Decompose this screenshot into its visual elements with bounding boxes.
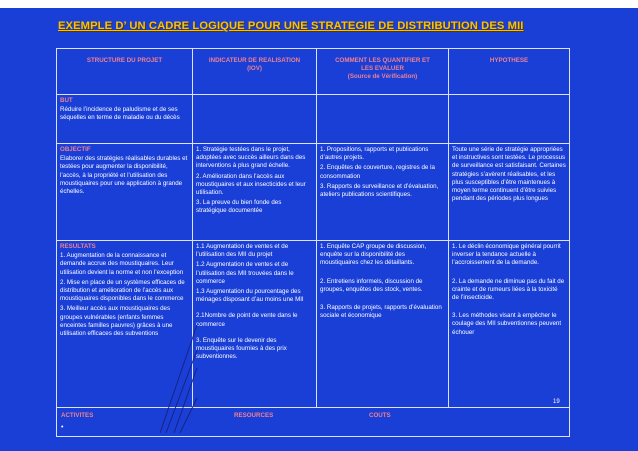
objectif-cell — [57, 144, 193, 241]
resultats-cell — [57, 241, 193, 408]
header-verification-source: (Source de Vérification) — [347, 73, 418, 81]
resultats-item: 3. Meilleur accès aux moustiquaires des groupes vulnérables (enfants femmes enceintes familles pauvres) grâces à une utilisation efficaces des subventions — [60, 305, 173, 338]
slide-title: EXEMPLE D’ UN CADRE LOGIQUE POUR UNE STRATEGIE DE DISTRIBUTION DES MII — [58, 20, 524, 32]
header-indicator-label: INDICATEUR DE REALISATION (IOV) — [208, 57, 301, 73]
but-iov-cell — [193, 95, 317, 144]
ressources-label: RESOURCES — [234, 412, 274, 419]
header-indicator — [193, 49, 317, 95]
resultats-item: 2. Mise en place de un systèmes efficaces de distribution et amélioration de l’accès aux moustiquaires disponibles dans le commerce — [60, 278, 185, 303]
but-cell — [57, 95, 193, 144]
objectif-iov-item: 1. Stratégie testées dans le projet, adoptées avec succès ailleurs dans des interventions à plus grand échelle. — [196, 146, 306, 170]
objectif-verif-cell — [317, 144, 449, 241]
header-structure-label: STRUCTURE DU PROJET — [86, 57, 163, 64]
objectif-text: Elaborer des stratégies réalisables durables et testées pour augmenter la disponibilité, l’accès, à la propriété et l’utilisation des moustiquaires pour une application à grande échelles. — [60, 155, 188, 196]
resultats-label: RESULTATS — [60, 243, 96, 250]
header-verification — [317, 49, 449, 95]
resultats-iov-cell — [193, 241, 317, 408]
objectif-hyp-item: Toute une série de stratégie appropriées et instructives sont testées. Le processus de surveillance est satisfaisant. Certaines stratégies s’avèrent réalisables, et les plus susceptibles d’être maintenues à moyen terme continuent d’être suivies pendant des périodes plus longues — [452, 146, 566, 203]
resultats-iov-item: 1.3 Augmentation du pourcentage des ménages disposant d’au moins une MII — [196, 288, 304, 304]
resultats-verif-item: 2. Entretiens informels, discussion de groupes, enquêtes des stock, ventes. — [320, 277, 423, 293]
couts-label: COUTS — [369, 412, 391, 419]
but-verif-cell — [317, 95, 449, 144]
objectif-verif-item: 2. Enquêtes de couverture, registres de la consommation — [320, 164, 435, 180]
but-text: Réduire l’incidence de paludisme et de ses séquelles en terme de maladie ou du décès — [60, 106, 180, 122]
logical-framework-table — [56, 48, 570, 437]
slide — [0, 8, 638, 451]
resultats-iov-item: 3. Enquête sur le devenir des moustiquaires fournies à des prix subventionnes. — [196, 336, 287, 361]
objectif-verif-item: 1. Propositions, rapports et publications d’autres projets. — [320, 146, 429, 162]
resultats-iov-item: 1.1 Augmentation de ventes et de l’utilisation des MII du projet — [196, 243, 289, 259]
resultats-verif-item: 3. Rapports de projets, rapports d’évaluation sociale et économique — [320, 304, 442, 320]
objectif-iov-item: 2. Amélioration dans l’accès aux moustiquaires et aux insecticides et leur utilisation. — [196, 172, 306, 197]
objectif-verif-item: 3. Rapports de surveillance et d’évaluation, ateliers publications scientifiques. — [320, 182, 439, 199]
resultats-item: 1. Augmentation de la connaissance et demande accrue des moustiquaires. Leur utilisation devient la norme et non l’exception — [60, 252, 184, 276]
resultats-hyp-item: 1. Le déclin économique général pourrit inverser la tendance actuelle à l’accroissement de la demande. — [452, 243, 561, 267]
page-number: 19 — [553, 399, 560, 405]
header-hypothesis-label: HYPOTHESE — [489, 57, 529, 64]
but-label: BUT — [60, 97, 73, 104]
objectif-hyp-cell — [449, 144, 569, 241]
but-hyp-cell — [449, 95, 569, 144]
footer-row — [57, 408, 569, 436]
header-verification-label: COMMENT LES QUANTIFIER ET LES EVALUER — [335, 57, 430, 73]
resultats-verif-cell — [317, 241, 449, 408]
resultats-iov-item: 1.2 Augmentation de ventes et de l’utilisation des MII trouvées dans le commerce — [196, 261, 294, 285]
resultats-hyp-item: 2. La demande ne diminue pas du fait de crainte et de rumeurs liées à la toxicité de l’insecticide. — [452, 277, 565, 302]
objectif-iov-item: 3. La preuve du bien fonde des stratégique documentée — [196, 199, 282, 215]
objectif-label: OBJECTIF — [60, 146, 91, 153]
activites-bullet: • — [61, 424, 64, 431]
resultats-verif-item: 1. Enquête CAP groupe de discussion, enquête sur la disponibilité des moustiquaires chez les détaillants. — [320, 243, 427, 267]
resultats-iov-item: 2.1Nombre de point de vente dans le commerce — [196, 312, 298, 328]
header-structure — [57, 49, 193, 95]
objectif-iov-cell — [193, 144, 317, 241]
header-hypothesis — [449, 49, 569, 95]
activites-label: ACTIVITES — [61, 412, 94, 419]
resultats-hyp-cell — [449, 241, 569, 408]
resultats-hyp-item: 3. Les méthodes visant à empêcher le coulage des MII subventionnes peuvent échouer — [452, 312, 562, 336]
